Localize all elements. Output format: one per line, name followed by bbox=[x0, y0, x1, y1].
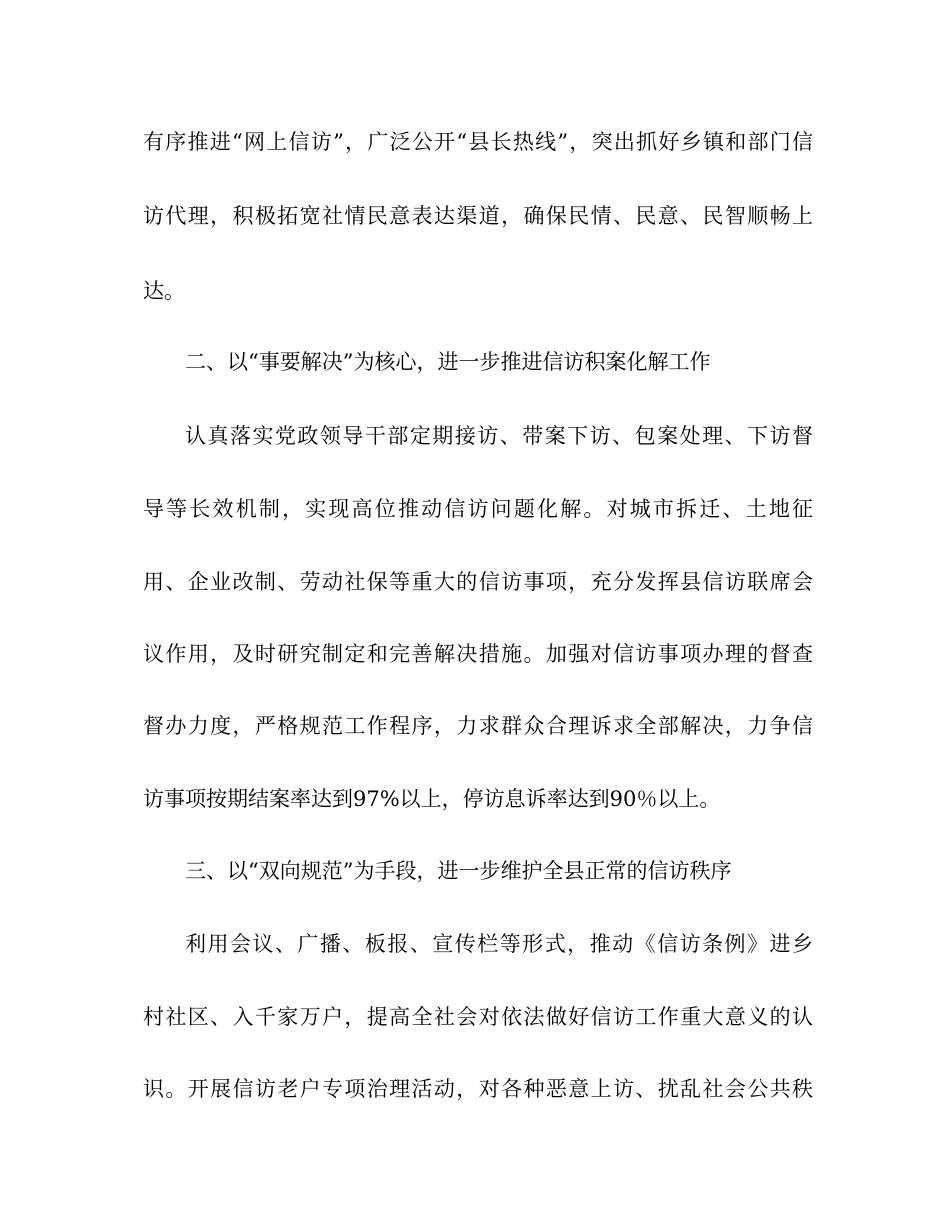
paragraph-line: 督办力度，严格规范工作程序，力求群众合理诉求全部解决，力争信 bbox=[143, 714, 813, 738]
paragraph-line: 村社区、入千家万户，提高全社会对依法做好信访工作重大意义的认 bbox=[143, 1005, 813, 1029]
section-heading: 三、以“双向规范”为手段，进一步维护全县正常的信访秩序 bbox=[185, 859, 732, 883]
paragraph-line: 识。开展信访老户专项治理活动，对各种恶意上访、扰乱社会公共秩 bbox=[143, 1077, 813, 1101]
paragraph-line: 认真落实党政领导干部定期接访、带案下访、包案处理、下访督 bbox=[185, 424, 813, 448]
paragraph-line: 议作用，及时研究制定和完善解决措施。加强对信访事项办理的督查 bbox=[143, 642, 813, 666]
section-heading: 二、以“事要解决”为核心，进一步推进信访积案化解工作 bbox=[185, 350, 711, 374]
paragraph-line: 访代理，积极拓宽社情民意表达渠道，确保民情、民意、民智顺畅上 bbox=[143, 204, 813, 228]
paragraph-line: 利用会议、广播、板报、宣传栏等形式，推动《信访条例》进乡 bbox=[185, 932, 813, 956]
paragraph-line: 导等长效机制，实现高位推动信访问题化解。对城市拆迁、土地征 bbox=[143, 497, 813, 521]
paragraph-line: 达。 bbox=[143, 279, 185, 303]
paragraph-line: 用、企业改制、劳动社保等重大的信访事项，充分发挥县信访联席会 bbox=[143, 570, 813, 594]
paragraph-line: 有序推进“网上信访”，广泛公开“县长热线”，突出抓好乡镇和部门信 bbox=[143, 130, 813, 154]
paragraph-line: 访事项按期结案率达到97%以上，停访息诉率达到90％以上。 bbox=[143, 787, 721, 811]
